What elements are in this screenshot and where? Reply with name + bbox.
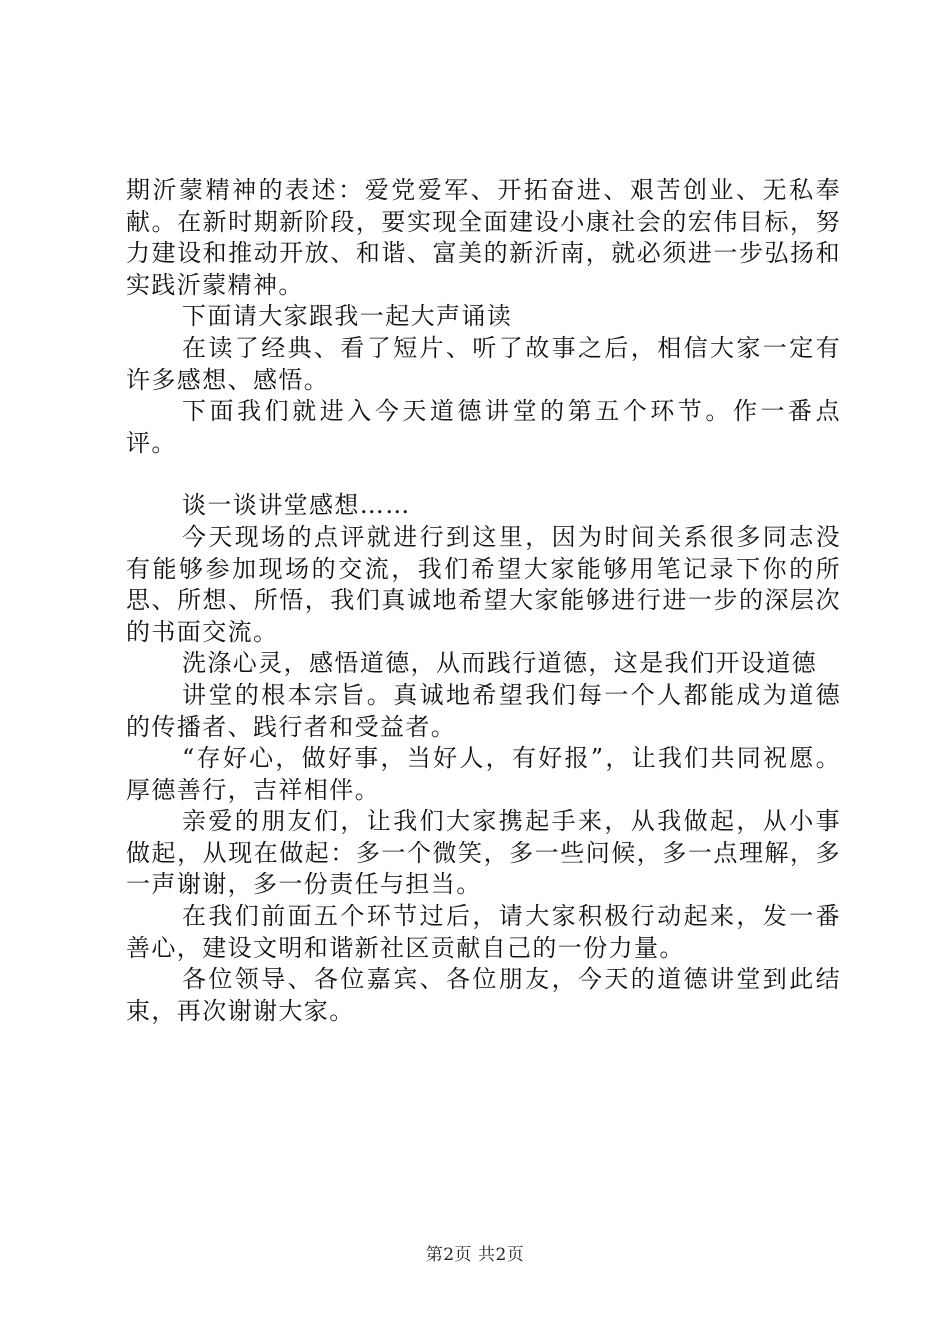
paragraph-community: 在我们前面五个环节过后，请大家积极行动起来，发一番善心，建设文明和谐新社区贡献自己的一份力量。 — [126, 902, 841, 962]
paragraph-continuation: 期沂蒙精神的表述：爱党爱军、开拓奋进、艰苦创业、无私奉献。在新时期新阶段，要实现全面建设小康社会的宏伟目标，努力建设和推动开放、和谐、富美的新沂南，就必须进一步弘扬和实践沂蒙精神。 — [126, 176, 841, 299]
page-number-footer: 第2页 共2页 — [425, 1245, 525, 1265]
paragraph-fifth-section: 下面我们就进入今天道德讲堂的第五个环节。作一番点评。 — [126, 397, 841, 457]
paragraph-recite-intro: 下面请大家跟我一起大声诵读 — [182, 302, 513, 331]
paragraph-call-to-action: 亲爱的朋友们，让我们大家携起手来，从我做起，从小事做起，从现在做起：多一个微笑，多一些问候，多一点理解，多一声谢谢，多一份责任与担当。 — [126, 807, 841, 899]
document-body — [126, 175, 841, 1027]
paragraph-closing: 各位领导、各位嘉宾、各位朋友，今天的道德讲堂到此结束，再次谢谢大家。 — [126, 965, 841, 1025]
paragraph-written-exchange: 今天现场的点评就进行到这里，因为时间关系很多同志没有能够参加现场的交流，我们希望大家能够用笔记录下你的所思、所想、所悟，我们真诚地希望大家能够进行进一步的深层次的书面交流。 — [126, 522, 841, 646]
paragraph-blessing: “存好心，做好事，当好人，有好报”，让我们共同祝愿。厚德善行，吉祥相伴。 — [126, 744, 841, 804]
paragraph-purpose-line2: 讲堂的根本宗旨。真诚地希望我们每一个人都能成为道德的传播者、践行者和受益者。 — [126, 680, 841, 741]
paragraph-purpose-line1: 洗涤心灵，感悟道德，从而践行道德，这是我们开设道德 — [182, 649, 817, 678]
paragraph-discussion-heading: 谈一谈讲堂感想…… — [182, 491, 411, 520]
paragraph-reflections: 在读了经典、看了短片、听了故事之后，相信大家一定有许多感想、感悟。 — [126, 333, 841, 394]
